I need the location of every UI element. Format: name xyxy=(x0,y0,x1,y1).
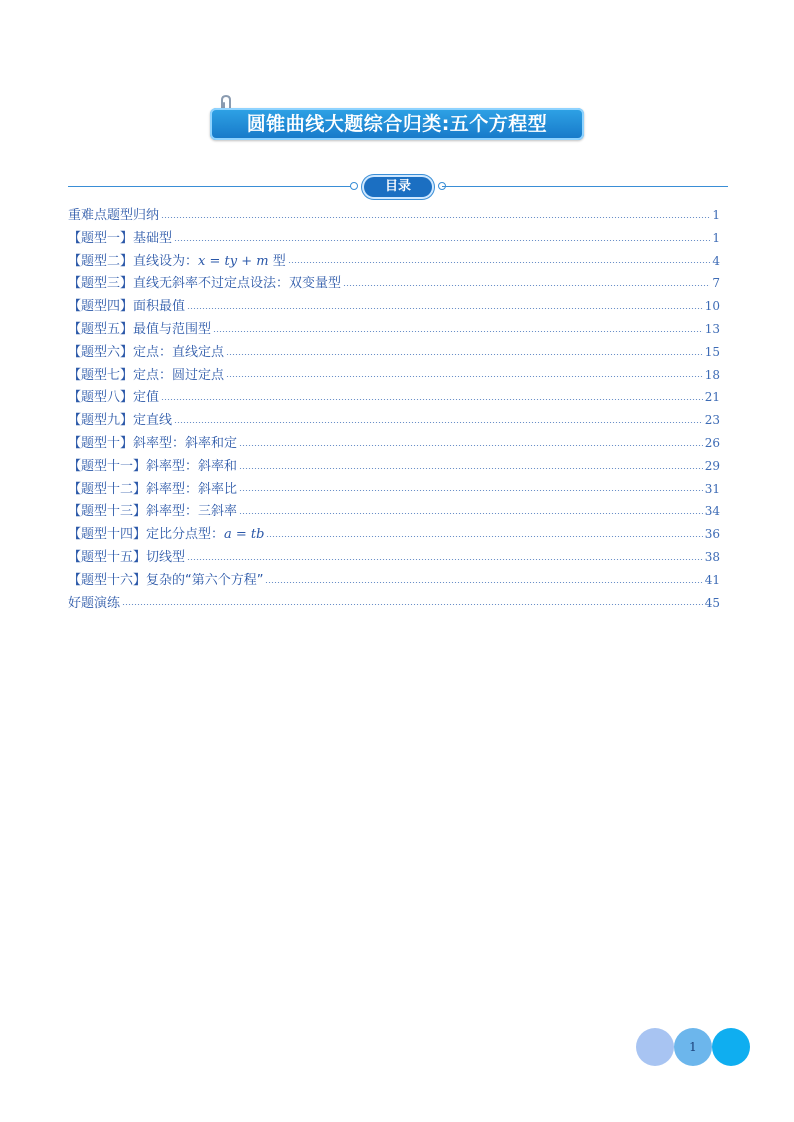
toc-item[interactable] xyxy=(68,409,720,432)
toc-leader-dots xyxy=(239,513,703,514)
toc-leader-dots xyxy=(343,285,710,286)
toc-item-page: 13 xyxy=(704,321,720,336)
page-circle-left xyxy=(636,1028,674,1066)
page-number: 1 xyxy=(674,1028,712,1066)
toc-item-page: 41 xyxy=(704,572,720,587)
toc-item-label-suffix: 型 xyxy=(268,253,286,269)
toc-item-page: 29 xyxy=(704,458,720,473)
toc-item-label: 【题型七】定点：圆过定点 xyxy=(68,367,225,383)
toc-item[interactable] xyxy=(68,455,720,478)
toc-item-page: 7 xyxy=(712,276,720,291)
toc-item-label: 【题型三】直线无斜率不过定点设法：双变量型 xyxy=(68,276,342,292)
toc-item-label: 【题型十二】斜率型：斜率比 xyxy=(68,481,238,497)
toc-item[interactable] xyxy=(68,318,720,341)
toc-leader-dots xyxy=(187,308,703,309)
document-title: 圆锥曲线大题综合归类:五个方程型 xyxy=(210,108,584,140)
toc-item-page: 23 xyxy=(704,413,720,428)
toc-leader-dots xyxy=(161,399,703,400)
toc-leader-dots xyxy=(288,262,711,263)
page-circle-right xyxy=(712,1028,750,1066)
toc-item-math: x = ty + m xyxy=(198,253,269,269)
toc-item-label: 重难点题型归纳 xyxy=(68,208,160,223)
toc-item-label: 【题型九】定直线 xyxy=(68,413,173,429)
toc-item-label: 【题型一】基础型 xyxy=(68,230,173,246)
toc-divider-dot-left xyxy=(350,182,358,190)
toc-item-page: 36 xyxy=(704,527,720,542)
toc-leader-dots xyxy=(226,376,703,377)
toc-item[interactable] xyxy=(68,204,720,227)
toc-item[interactable] xyxy=(68,250,720,273)
toc-item[interactable] xyxy=(68,341,720,364)
toc-item-label xyxy=(68,524,264,547)
toc-divider-right xyxy=(442,186,728,187)
toc-item-math: a = tb xyxy=(224,527,265,543)
toc-item-label-text: 【题型二】直线设为： xyxy=(68,253,199,269)
toc-item-page: 1 xyxy=(712,230,720,245)
toc-header xyxy=(68,176,728,198)
toc-item-page: 10 xyxy=(704,299,720,314)
page-number-badge xyxy=(636,1028,756,1068)
toc-item-label: 【题型六】定点：直线定点 xyxy=(68,344,225,360)
toc-item-page: 38 xyxy=(704,549,720,564)
toc-item-label xyxy=(68,251,286,274)
toc-item[interactable] xyxy=(68,478,720,501)
toc-item[interactable] xyxy=(68,295,720,318)
toc-item-label: 【题型八】定值 xyxy=(68,390,160,406)
toc-heading: 目录 xyxy=(364,177,432,197)
toc-item-page: 34 xyxy=(704,504,720,519)
toc-item-label-text: 【题型十四】定比分点型： xyxy=(68,527,225,543)
toc-item[interactable] xyxy=(68,432,720,455)
toc-item-page: 21 xyxy=(704,390,720,405)
toc-leader-dots xyxy=(213,331,703,332)
table-of-contents xyxy=(68,204,720,614)
toc-divider-left xyxy=(68,186,354,187)
toc-item[interactable] xyxy=(68,592,720,615)
toc-leader-dots xyxy=(266,536,702,537)
toc-item[interactable] xyxy=(68,272,720,295)
toc-item-page: 45 xyxy=(704,595,720,610)
toc-item[interactable] xyxy=(68,523,720,546)
toc-item[interactable] xyxy=(68,386,720,409)
toc-leader-dots xyxy=(122,604,703,605)
toc-leader-dots xyxy=(161,217,710,218)
toc-leader-dots xyxy=(239,445,703,446)
toc-item[interactable] xyxy=(68,364,720,387)
toc-leader-dots xyxy=(174,422,703,423)
toc-item-label: 【题型十五】切线型 xyxy=(68,549,186,565)
toc-leader-dots xyxy=(239,468,703,469)
toc-item-page: 26 xyxy=(704,435,720,450)
toc-item-page: 15 xyxy=(704,344,720,359)
toc-item-label: 【题型五】最值与范围型 xyxy=(68,321,212,337)
toc-item-label: 【题型四】面积最值 xyxy=(68,299,186,315)
toc-leader-dots xyxy=(265,582,702,583)
toc-item-page: 18 xyxy=(704,367,720,382)
toc-item-page: 31 xyxy=(704,481,720,496)
toc-item[interactable] xyxy=(68,546,720,569)
toc-leader-dots xyxy=(239,490,703,491)
title-banner xyxy=(210,108,584,140)
toc-item-label: 【题型十三】斜率型：三斜率 xyxy=(68,504,238,520)
toc-item[interactable] xyxy=(68,227,720,250)
toc-item[interactable] xyxy=(68,569,720,592)
toc-item-label: 【题型十】斜率型：斜率和定 xyxy=(68,435,238,451)
toc-leader-dots xyxy=(174,240,710,241)
toc-leader-dots xyxy=(226,354,703,355)
toc-item-label: 好题演练 xyxy=(68,595,121,611)
toc-leader-dots xyxy=(187,559,703,560)
toc-item[interactable] xyxy=(68,500,720,523)
toc-item-page: 4 xyxy=(712,253,720,268)
toc-item-page: 1 xyxy=(712,208,720,222)
toc-item-label: 【题型十一】斜率型：斜率和 xyxy=(68,458,238,474)
toc-item-label: 【题型十六】复杂的“第六个方程” xyxy=(68,572,264,588)
